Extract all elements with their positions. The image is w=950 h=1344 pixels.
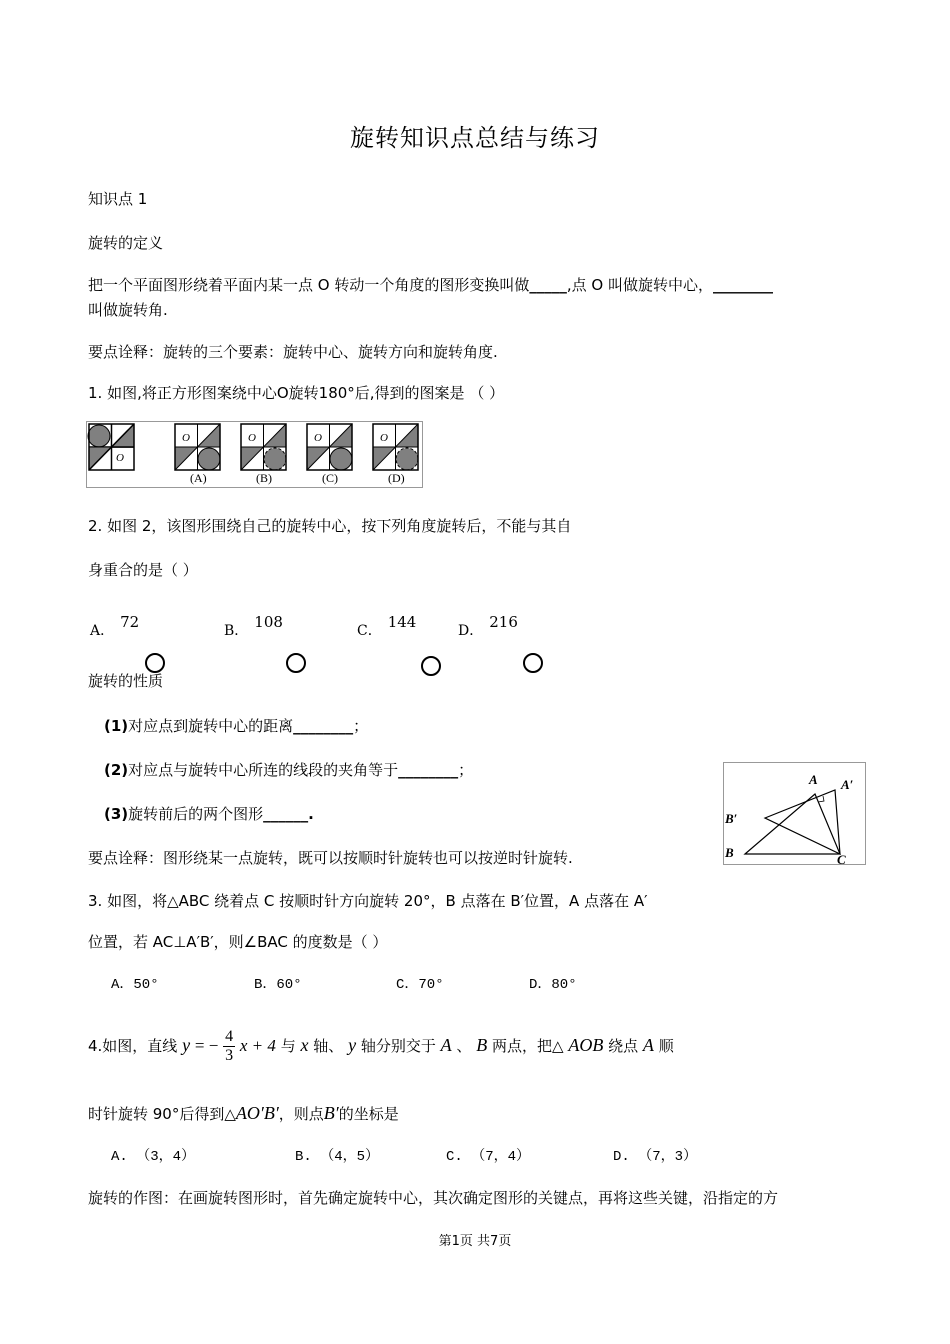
- q1-figure: [86, 421, 423, 488]
- definition-line-1: 把一个平面图形绕着平面内某一点 O 转动一个角度的图形变换叫做_____,点 O 叫做旋转中心，________: [88, 276, 773, 294]
- svg-text:O: O: [314, 432, 322, 444]
- question-4-line-2: 时针旋转 90°后得到△AO′B′，则点B′的坐标是: [88, 1103, 399, 1123]
- q3-option-c: C．70°: [396, 977, 444, 993]
- q2-option-a: A． 72: [90, 613, 140, 639]
- q1-option-c: [307, 424, 352, 470]
- q1-label-d: (D): [388, 471, 405, 485]
- property-1: (1)对应点到旋转中心的距离________；: [104, 717, 369, 735]
- q1-option-a: [175, 424, 220, 470]
- q4-option-d: D. （7，3）: [613, 1149, 698, 1165]
- drawing-method-text: 旋转的作图：在画旋转图形时，首先确定旋转中心，其次确定图形的关键点，再将这些关键，沿指定的方: [88, 1189, 779, 1207]
- svg-text:O: O: [248, 432, 256, 444]
- label-b-prime: B′: [725, 811, 738, 826]
- q2-option-d: D． 216: [458, 613, 518, 639]
- label-a: A: [809, 772, 818, 787]
- q1-label-c: (C): [322, 471, 338, 485]
- q4-option-c: C. （7，4）: [446, 1149, 531, 1165]
- svg-text:O: O: [182, 432, 190, 444]
- property-2: (2)对应点与旋转中心所连的线段的夹角等于________；: [104, 761, 474, 779]
- q4-option-a: A. （3，4）: [111, 1149, 196, 1165]
- q2-option-c: C． 144: [357, 613, 417, 639]
- note-2: 要点诠释：图形绕某一点旋转，既可以按顺时针旋转也可以按逆时针旋转.: [88, 849, 573, 867]
- q1-o-label: O: [116, 452, 124, 464]
- q3-option-d: D．80°: [529, 977, 577, 993]
- fraction-4-3: $\frac{4}{3}$: [225, 1028, 234, 1064]
- q1-option-d: [373, 424, 418, 470]
- property-heading: 旋转的性质: [88, 672, 164, 690]
- svg-text:O: O: [380, 432, 388, 444]
- q1-label-a: (A): [190, 471, 207, 485]
- page-title: 旋转知识点总结与练习: [350, 124, 600, 152]
- property-3: (3)旋转前后的两个图形______.: [104, 805, 314, 823]
- degree-circle-d: [523, 653, 543, 673]
- q1-original-square: [88, 424, 134, 470]
- degree-circle-b: [286, 653, 306, 673]
- note-1: 要点诠释：旋转的三个要素：旋转中心、旋转方向和旋转角度.: [88, 343, 498, 361]
- q1-label-b: (B): [256, 471, 272, 485]
- definition-heading: 旋转的定义: [88, 234, 164, 252]
- blank-1: _____: [529, 276, 567, 294]
- section-kp1: 知识点 1: [88, 190, 148, 208]
- blank-2: ________: [712, 276, 773, 294]
- q1-option-b: [241, 424, 286, 470]
- label-b: B: [725, 845, 734, 860]
- page-footer: 第1页 共7页: [438, 1234, 512, 1249]
- q3-option-a: A．50°: [111, 977, 159, 993]
- question-3-line-1: 3. 如图，将△ABC 绕着点 C 按顺时针方向旋转 20°，B 点落在 B′位置，A 点落在 A′: [88, 892, 648, 910]
- question-2-line-1: 2. 如图 2，该图形围绕自己的旋转中心，按下列角度旋转后，不能与其自: [88, 517, 572, 535]
- q4-option-b: B. （4，5）: [295, 1149, 380, 1165]
- degree-circle-c: [421, 656, 441, 676]
- q3-triangle-figure: [723, 762, 866, 865]
- q3-option-b: B．60°: [254, 977, 302, 993]
- q2-option-b: B． 108: [224, 613, 283, 639]
- definition-line-2: 叫做旋转角.: [88, 301, 168, 319]
- question-1: 1. 如图,将正方形图案绕中心O旋转180°后,得到的图案是 （ ）: [88, 384, 505, 402]
- question-4-line-1: 4.如图，直线 y = − $\frac{4}{3}$ x + 4 与 x 轴、 y 轴分别交于 A 、 B 两点，把△ AOB 绕点 A 顺: [88, 1028, 674, 1064]
- label-c: C: [837, 852, 846, 865]
- label-a-prime: A′: [841, 777, 854, 792]
- question-2-line-2: 身重合的是（ ）: [88, 561, 198, 579]
- question-3-line-2: 位置，若 AC⊥A′B′，则∠BAC 的度数是（ ）: [88, 933, 388, 951]
